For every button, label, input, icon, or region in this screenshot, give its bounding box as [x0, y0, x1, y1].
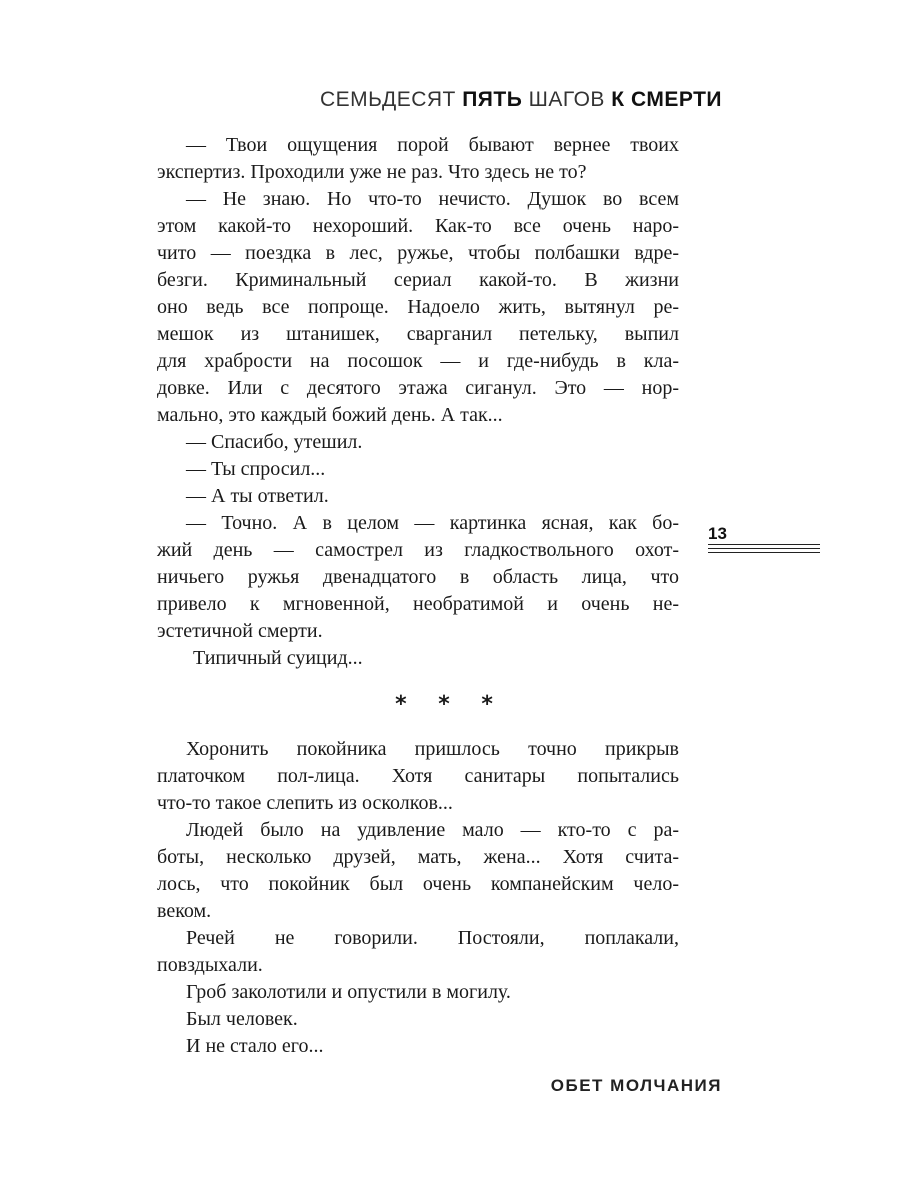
text-line: — А ты ответил. — [186, 485, 329, 507]
paragraph — [157, 186, 679, 429]
text-line: Хоронить покойника пришлось точно прикрыв — [186, 738, 679, 760]
text-line: — Ты спросил... — [186, 458, 326, 480]
page-number-rule — [708, 544, 820, 545]
text-line: привело к мгновенной, необратимой и очень не- — [157, 593, 679, 615]
footer-title: ОБЕТ МОЛЧАНИЯ — [550, 1076, 722, 1095]
text-line: боты, несколько друзей, мать, жена... Хотя счита- — [157, 846, 679, 868]
text-line: Типичный суицид... — [193, 647, 363, 669]
text-line: — Точно. А в целом — картинка ясная, как бо- — [186, 512, 679, 534]
paragraph — [157, 483, 679, 510]
text-line: Людей было на удивление мало — кто-то с ра- — [186, 819, 679, 841]
running-head-seg3: ШАГОВ — [528, 88, 605, 111]
text-line: для храбрости на посошок — и где-нибудь в кла- — [157, 350, 679, 372]
text-line: ничьего ружья двенадцатого в область лица, что — [157, 566, 679, 588]
main-text-lower — [157, 736, 679, 1060]
running-head-seg2: ПЯТЬ — [462, 88, 523, 111]
paragraph — [157, 817, 679, 925]
text-line: веком. — [157, 900, 212, 922]
paragraph — [157, 925, 679, 979]
text-line: Гроб заколотили и опустили в могилу. — [186, 981, 511, 1003]
running-head-seg4: К СМЕРТИ — [611, 88, 722, 111]
text-line: мально, это каждый божий день. А так... — [157, 404, 503, 426]
text-line: Был человек. — [186, 1008, 298, 1030]
text-line: экспертиз. Проходили уже не раз. Что здесь не то? — [157, 161, 587, 183]
text-line: этом какой-то нехороший. Как-то все очень наро- — [157, 215, 679, 237]
text-line: платочком пол-лица. Хотя санитары попытались — [157, 765, 679, 787]
text-line: мешок из штанишек, сварганил петельку, выпил — [157, 323, 679, 345]
text-line: эстетичной смерти. — [157, 620, 323, 642]
main-text-upper — [157, 132, 679, 672]
page-number-rule — [708, 548, 820, 549]
paragraph — [157, 736, 679, 817]
paragraph — [157, 132, 679, 186]
paragraph — [157, 979, 679, 1006]
text-line: лось, что покойник был очень компанейским чело- — [157, 873, 679, 895]
text-line: безги. Криминальный сериал какой-то. В жизни — [157, 269, 679, 291]
page-number: 13 — [708, 524, 727, 543]
running-head-seg1: СЕМЬДЕСЯТ — [319, 88, 456, 111]
paragraph — [157, 510, 679, 645]
text-line: И не стало его... — [186, 1035, 324, 1057]
text-line: Речей не говорили. Постояли, поплакали, — [186, 927, 679, 949]
paragraph — [157, 1006, 679, 1033]
page-number-marker — [708, 526, 820, 553]
text-line: — Спасибо, утешил. — [186, 431, 363, 453]
text-line: — Не знаю. Но что-то нечисто. Душок во всем — [186, 188, 679, 210]
paragraph — [157, 1033, 679, 1060]
running-head — [320, 88, 722, 112]
text-line: оно ведь все попроще. Надоело жить, вытянул ре- — [157, 296, 679, 318]
paragraph — [157, 645, 679, 672]
section-separator: * * * — [395, 692, 505, 717]
text-line: — Твои ощущения порой бывают вернее твоих — [186, 134, 679, 156]
page-number-rule — [708, 552, 820, 553]
text-line: довке. Или с десятого этажа сиганул. Это — нор- — [157, 377, 679, 399]
text-line: что-то такое слепить из осколков... — [157, 792, 453, 814]
text-line: чито — поездка в лес, ружье, чтобы полбашки вдре- — [157, 242, 679, 264]
paragraph — [157, 429, 679, 456]
paragraph — [157, 456, 679, 483]
text-line: жий день — самострел из гладкоствольного охот- — [157, 539, 679, 561]
text-line: повздыхали. — [157, 954, 263, 976]
